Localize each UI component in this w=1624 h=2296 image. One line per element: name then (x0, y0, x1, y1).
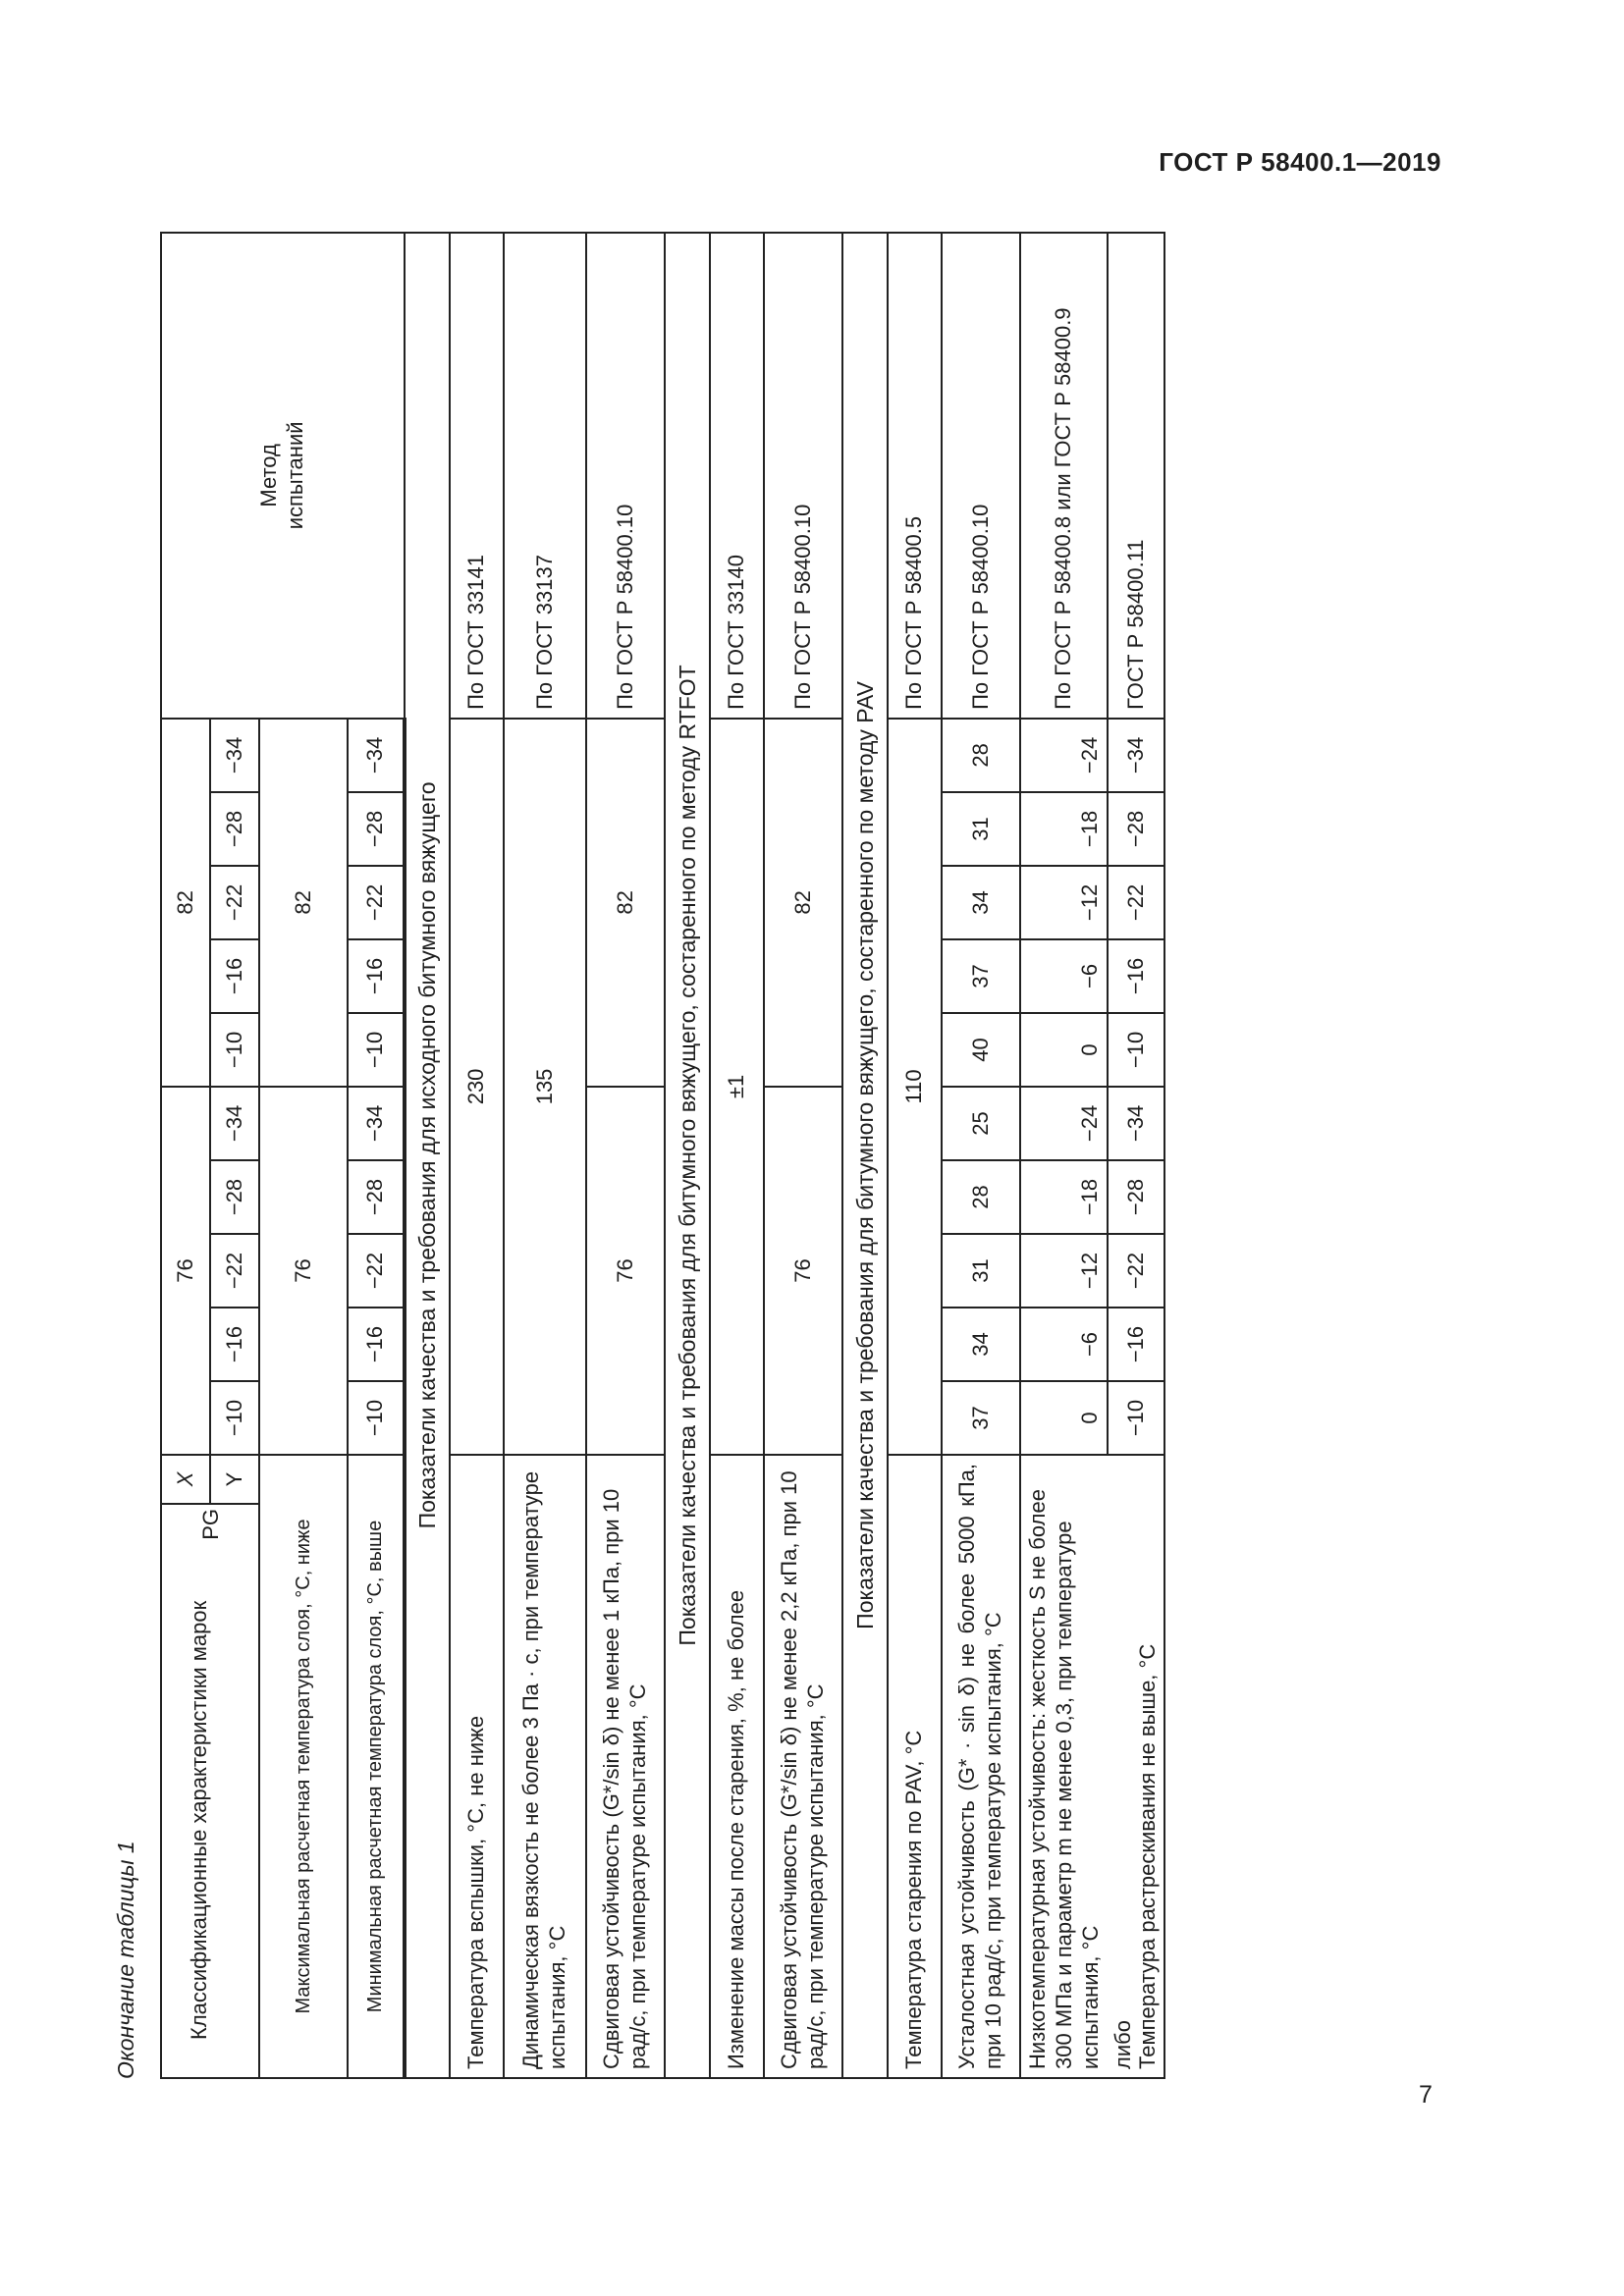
row-method: По ГОСТ 33140 (710, 233, 764, 719)
row-value: 0 (1020, 1381, 1108, 1455)
table-landscape (113, 234, 1250, 2079)
row-value: −12 (1020, 866, 1108, 939)
table-row (1108, 233, 1164, 2078)
row-value: 34 (942, 1308, 1020, 1381)
min-temp-value: −10 (348, 1381, 405, 1455)
row-label-text: Низкотемпературная устойчивость: жесткость S не более 300 МПа и параметр m не менее 0,3, при температуре испытания, °С (1025, 1489, 1103, 2069)
document-code: ГОСТ Р 58400.1—2019 (1159, 147, 1441, 177)
min-temp-value: −28 (348, 792, 405, 866)
row-value: 34 (942, 866, 1020, 939)
class-label: Классификационные характеристики марок (187, 1600, 211, 2040)
row-label: Температура вспышки, °С, не ниже (450, 1455, 504, 2078)
row-value: −18 (1020, 792, 1108, 866)
row-label: Усталостная устойчивость (G* · sin δ) не более 5000 кПа, при 10 рад/с, при температуре испытания, °С (942, 1455, 1020, 2078)
row-value: 82 (586, 719, 665, 1087)
min-temp-label: Минимальная расчетная температура слоя, °С, выше (348, 1455, 405, 2078)
table-row (1020, 233, 1108, 2078)
row-value: −10 (1108, 1013, 1164, 1087)
section-title-row (405, 233, 450, 2078)
row-value: 0 (1020, 1013, 1108, 1087)
row-value: −28 (1108, 792, 1164, 866)
y-value: −10 (210, 1013, 259, 1087)
row-label-text: Температура растрескивания не выше, °С (1134, 1643, 1160, 2069)
y-value: −16 (210, 939, 259, 1013)
row-value: −6 (1020, 939, 1108, 1013)
row-value: −22 (1108, 866, 1164, 939)
row-method: По ГОСТ Р 58400.10 (764, 233, 842, 719)
row-value: 31 (942, 1234, 1020, 1308)
row-label: Сдвиговая устойчивость (G*/sin δ) не менее 1 кПа, при 10 рад/с, при температуре испытания, °С (586, 1455, 665, 2078)
table-row (450, 233, 504, 2078)
row-value: −34 (1108, 719, 1164, 792)
min-temp-value: −28 (348, 1160, 405, 1234)
y-value: −28 (210, 1160, 259, 1234)
row-method: ГОСТ Р 58400.11 (1108, 233, 1164, 719)
row-method: По ГОСТ Р 58400.5 (888, 233, 942, 719)
section3-title: Показатели качества и требования для битумного вяжущего, состаренного по методу PAV (842, 233, 888, 2078)
pg-label: PG (198, 1509, 223, 1540)
y-value: −28 (210, 792, 259, 866)
table-row (586, 233, 665, 2078)
row-value: 31 (942, 792, 1020, 866)
row-value: 37 (942, 1381, 1020, 1455)
row-value: −16 (1108, 1308, 1164, 1381)
row-label (1108, 1455, 1164, 2078)
table-row (710, 233, 764, 2078)
row-label: Динамическая вязкость не более 3 Па · с, при температуре испытания, °С (504, 1455, 586, 2078)
row-value: 76 (586, 1087, 665, 1455)
row-value: −28 (1108, 1160, 1164, 1234)
row-label: Изменение массы после старения, %, не более (710, 1455, 764, 2078)
max-temp-76: 76 (259, 1087, 348, 1455)
min-temp-value: −34 (348, 1087, 405, 1160)
y-value: −16 (210, 1308, 259, 1381)
page-number: 7 (1419, 2081, 1433, 2109)
y-value: −34 (210, 719, 259, 792)
section2-title: Показатели качества и требования для битумного вяжущего, состаренного по методу RTFOT (665, 233, 710, 2078)
y-label: Y (210, 1455, 259, 1504)
row-method: По ГОСТ 33137 (504, 233, 586, 719)
row-value: −16 (1108, 939, 1164, 1013)
row-method: По ГОСТ Р 58400.10 (942, 233, 1020, 719)
row-value: 28 (942, 1160, 1020, 1234)
row-value: −10 (1108, 1381, 1164, 1455)
table-row (764, 233, 842, 2078)
row-value: 110 (888, 719, 942, 1455)
row-value: 230 (450, 719, 504, 1455)
row-label: Температура старения по PAV, °С (888, 1455, 942, 2078)
group-76: 76 (161, 1087, 210, 1455)
header-row-x (161, 233, 210, 2078)
row-method: По ГОСТ 33141 (450, 233, 504, 719)
y-value: −10 (210, 1381, 259, 1455)
row-value: 82 (764, 719, 842, 1087)
table-row (504, 233, 586, 2078)
table-row (888, 233, 942, 2078)
row-value: −24 (1020, 719, 1108, 792)
row-value: ±1 (710, 719, 764, 1455)
requirements-table (160, 232, 1165, 2079)
min-temp-value: −34 (348, 719, 405, 792)
min-temp-value: −10 (348, 1013, 405, 1087)
max-temp-label: Максимальная расчетная температура слоя, °С, ниже (259, 1455, 348, 2078)
row-label (1020, 1455, 1108, 2078)
y-value: −34 (210, 1087, 259, 1160)
row-value: −18 (1020, 1160, 1108, 1234)
class-label-cell (161, 1504, 259, 2078)
row-value: 135 (504, 719, 586, 1455)
or-label: либо (1110, 2020, 1136, 2069)
row-value: 25 (942, 1087, 1020, 1160)
table-row (942, 233, 1020, 2078)
row-value: 28 (942, 719, 1020, 792)
row-value: −6 (1020, 1308, 1108, 1381)
min-temp-value: −16 (348, 939, 405, 1013)
y-value: −22 (210, 1234, 259, 1308)
row-value: 76 (764, 1087, 842, 1455)
row-value: 37 (942, 939, 1020, 1013)
x-label: X (161, 1455, 210, 1504)
method-header: Метод испытаний (161, 233, 405, 719)
group-82: 82 (161, 719, 210, 1087)
row-label: Сдвиговая устойчивость (G*/sin δ) не менее 2,2 кПа, при 10 рад/с, при температуре испытания, °С (764, 1455, 842, 2078)
row-value: −24 (1020, 1087, 1108, 1160)
row-method: По ГОСТ Р 58400.10 (586, 233, 665, 719)
table-caption: Окончание таблицы 1 (113, 1841, 138, 2079)
row-value: −34 (1108, 1087, 1164, 1160)
min-temp-value: −16 (348, 1308, 405, 1381)
row-method: По ГОСТ Р 58400.8 или ГОСТ Р 58400.9 (1020, 233, 1108, 719)
section1-title: Показатели качества и требования для исходного битумного вяжущего (405, 233, 450, 2078)
section-title-row (665, 233, 710, 2078)
row-value: −22 (1108, 1234, 1164, 1308)
y-value: −22 (210, 866, 259, 939)
rotated-table-area (113, 234, 1250, 2079)
max-temp-82: 82 (259, 719, 348, 1087)
min-temp-value: −22 (348, 1234, 405, 1308)
row-value: 40 (942, 1013, 1020, 1087)
min-temp-value: −22 (348, 866, 405, 939)
section-title-row (842, 233, 888, 2078)
row-value: −12 (1020, 1234, 1108, 1308)
